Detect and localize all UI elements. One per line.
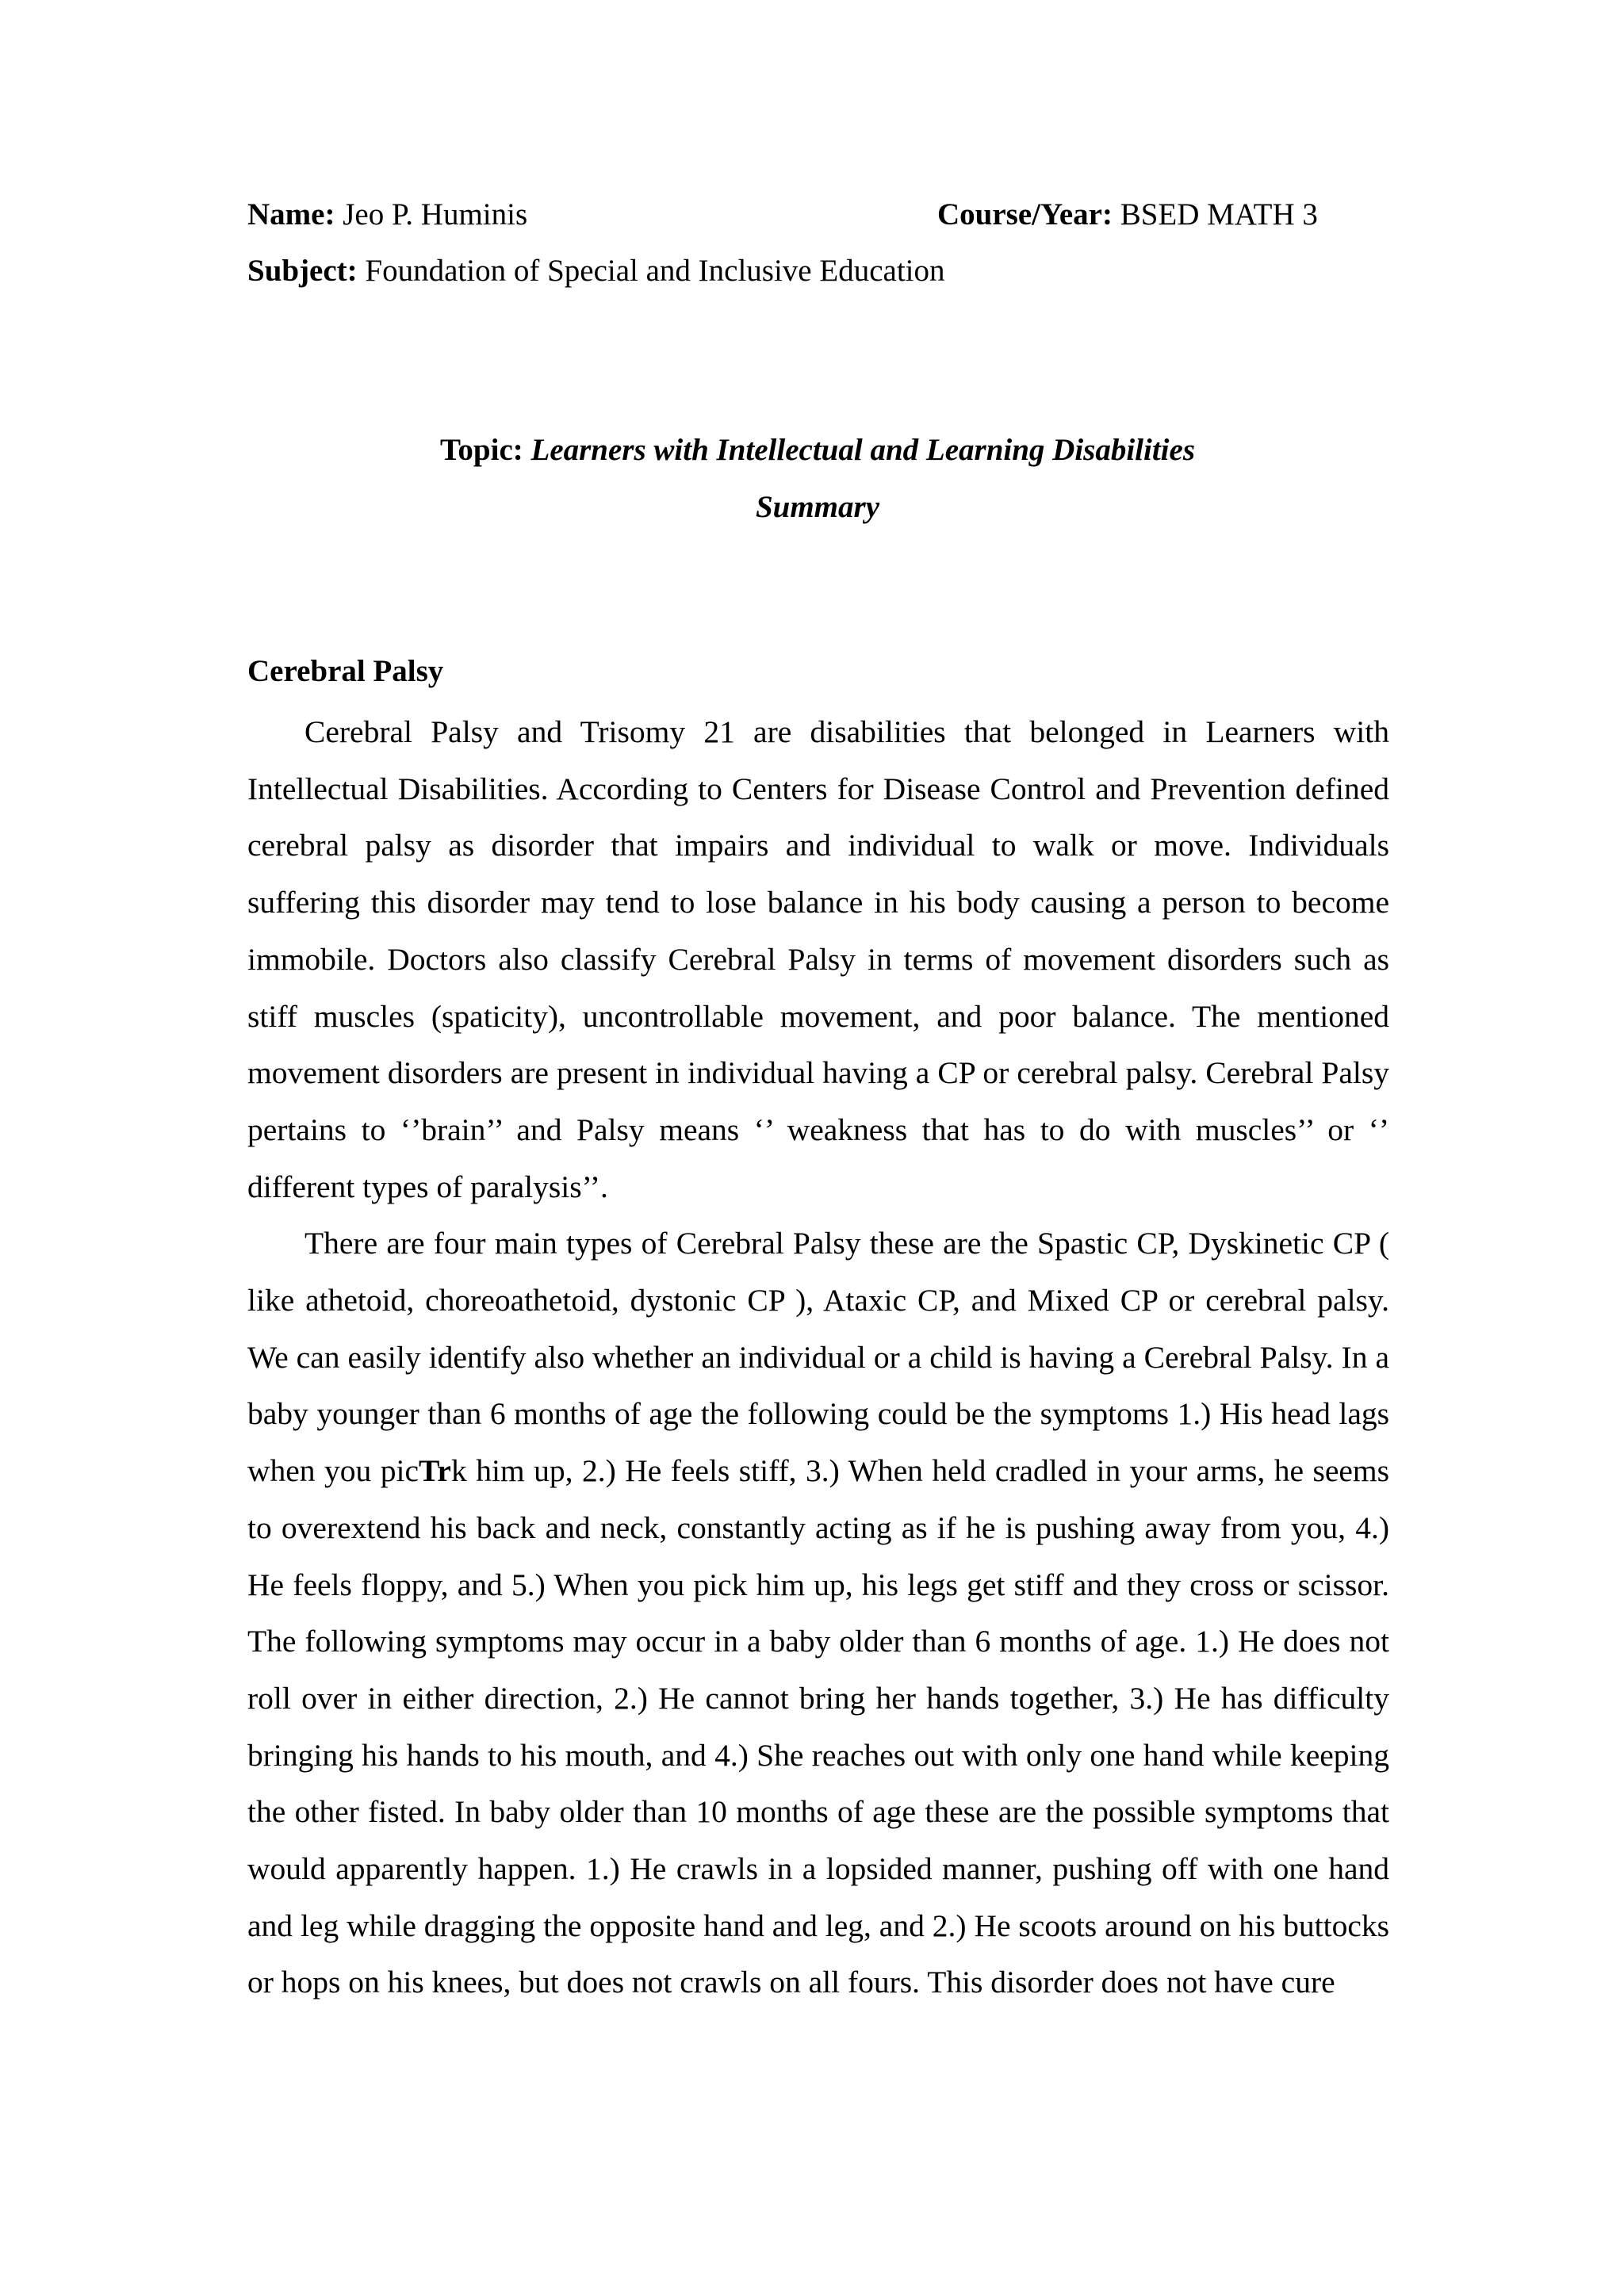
paragraph-text: There are four main types of Cerebral Palsy these are the Spastic CP, Dyskinetic CP ( like athetoid, choreoathetoid, dystonic CP ), Ataxic CP, and Mixed CP or cerebral palsy. We can easily identify also whether an individual or a child is having a Cerebral Palsy. In a baby younger than 6 months of age the following could be the symptoms 1.) His head lags when you pic: [247, 1226, 1389, 1489]
name-line: [247, 195, 1397, 235]
course-value: BSED MATH 3: [1112, 197, 1318, 232]
body-text: [247, 704, 1389, 2011]
course-year: [937, 195, 1318, 235]
paragraph-text: k him up, 2.) He feels stiff, 3.) When held cradled in your arms, he seems to overextend his back and neck, constantly acting as if he is pushing away from you, 4.) He feels floppy, and 5.) When you pick him up, his legs get stiff and they cross or scissor. The following symptoms may occur in a baby older than 6 months of age. 1.) He does not roll over in either direction, 2.) He cannot bring her hands together, 3.) He has difficulty bringing his hands to his mouth, and 4.) She reaches out with only one hand while keeping the other fisted. In baby older than 10 months of age these are the possible symptoms that would apparently happen. 1.) He crawls in a lopsided manner, pushing off with one hand and leg while dragging the opposite hand and leg, and 2.) He scoots around on his buttocks or hops on his knees, but does not crawls on all fours. This disorder does not have cure: [247, 1453, 1389, 2000]
section-heading: Cerebral Palsy: [247, 654, 444, 688]
course-label: Course/Year:: [937, 197, 1113, 232]
name-value: Jeo P. Huminis: [335, 197, 528, 232]
paragraph: Cerebral Palsy and Trisomy 21 are disabilities that belonged in Learners with Intellectual Disabilities. According to Centers for Disease Control and Prevention defined cerebral palsy as disorder that impairs and individual to walk or move. Individuals suffering this disorder may tend to lose balance in his body causing a person to become immobile. Doctors also classify Cerebral Palsy in terms of movement disorders such as stiff muscles (spaticity), uncontrollable movement, and poor balance. The mentioned movement disorders are present in individual having a CP or cerebral palsy. Cerebral Palsy pertains to ‘’brain’’ and Palsy means ‘’ weakness that has to do with muscles’’ or ‘’ different types of paralysis’’.: [247, 714, 1389, 1204]
subject-line: [247, 251, 945, 291]
topic-title: Learners with Intellectual and Learning Disabilities: [530, 433, 1196, 467]
subject-value: Foundation of Special and Inclusive Education: [357, 254, 945, 288]
topic-label: Topic:: [439, 433, 523, 467]
topic-block: [247, 422, 1388, 536]
summary-heading: Summary: [755, 490, 880, 524]
paragraph: [247, 1215, 1389, 2011]
paragraph-bold-text: Tr: [419, 1453, 451, 1489]
subject-label: Subject:: [247, 254, 358, 288]
name-label: Name:: [247, 197, 335, 232]
